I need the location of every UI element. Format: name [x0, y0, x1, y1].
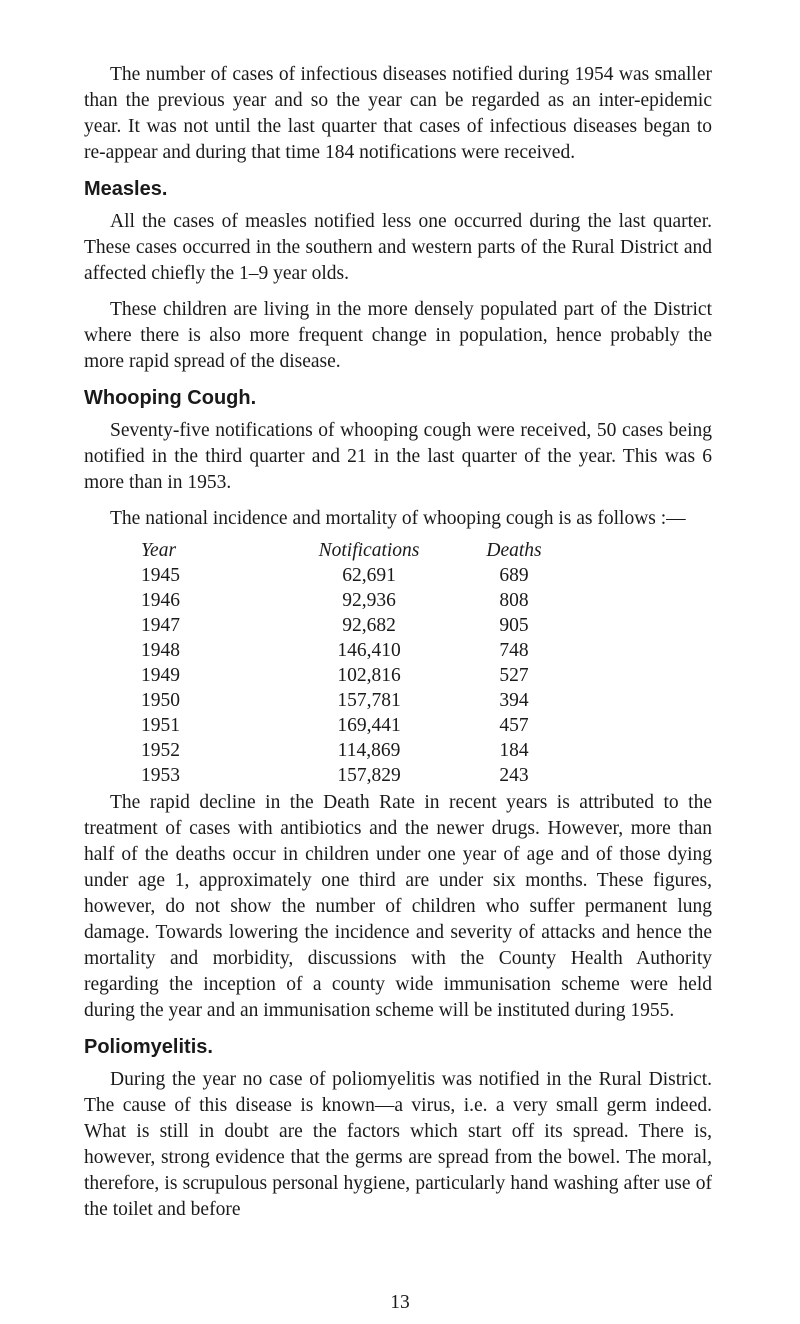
cell-deaths: 184: [499, 740, 529, 761]
cell-deaths: 457: [499, 715, 529, 736]
cell-notifications: 92,936: [342, 590, 396, 611]
cell-year: 1951: [141, 715, 180, 736]
whooping-paragraph-2: The national incidence and mortality of whooping cough is as follows :—: [110, 508, 686, 529]
cell-notifications: 169,441: [337, 715, 401, 736]
header-year: Year: [141, 540, 177, 561]
cell-deaths: 808: [499, 590, 529, 611]
cell-notifications: 157,829: [337, 765, 401, 786]
cell-year: 1949: [141, 665, 180, 686]
polio-paragraph-1: During the year no case of poliomyelitis was notified in the Rural District. The cause of this disease is known—a virus, i.e. a very small germ indeed. What is still in doubt are the factors which start off its spread. There is, however, strong evidence that the germs are spread from the bowel. The moral, therefore, is scrupulous personal hygiene, particularly hand washing after use of the toilet and before: [84, 1069, 712, 1220]
cell-deaths: 243: [499, 765, 529, 786]
cell-year: 1952: [141, 740, 180, 761]
table-header-row: [84, 538, 712, 563]
cell-year: 1946: [141, 590, 180, 611]
whooping-paragraph-3: The rapid decline in the Death Rate in recent years is attributed to the treatment of cases with antibiotics and the newer drugs. However, more than half of the deaths occur in children under one year of age and of those dying under age 1, approximately one third are under six months. These figures, however, do not show the number of children who suffer permanent lung damage. Towards lowering the incidence and severity of attacks and hence the mortality and morbidity, discussions with the County Health Authority regarding the inception of a county wide immunisation scheme were held during the year and an immunisation scheme will be instituted during 1955.: [84, 792, 712, 1021]
poliomyelitis-heading: Poliomyelitis.: [84, 1036, 213, 1058]
measles-paragraph-1: All the cases of measles notified less one occurred during the last quarter. These cases occurred in the southern and western parts of the Rural District and affected chiefly the 1–9 year olds.: [84, 211, 712, 284]
table-row: [84, 663, 712, 688]
table-row: [84, 763, 712, 788]
cell-deaths: 748: [499, 640, 529, 661]
cell-year: 1945: [141, 565, 180, 586]
whooping-paragraph-1: Seventy-five notifications of whooping cough were received, 50 cases being notified in the third quarter and 21 in the last quarter of the year. This was 6 more than in 1953.: [84, 420, 712, 493]
cell-notifications: 146,410: [337, 640, 401, 661]
cell-year: 1948: [141, 640, 180, 661]
table-row: [84, 688, 712, 713]
cell-deaths: 689: [499, 565, 529, 586]
cell-year: 1947: [141, 615, 180, 636]
cell-notifications: 92,682: [342, 615, 396, 636]
table-row: [84, 638, 712, 663]
cell-notifications: 102,816: [337, 665, 401, 686]
intro-paragraph: The number of cases of infectious diseases notified during 1954 was smaller than the previous year and so the year can be regarded as an inter-epidemic year. It was not until the last quarter that cases of infectious diseases began to re-appear and during that time 184 notifications were received.: [84, 64, 712, 163]
table-row: [84, 563, 712, 588]
cell-deaths: 394: [499, 690, 529, 711]
cell-deaths: 905: [499, 615, 529, 636]
table-row: [84, 588, 712, 613]
cell-notifications: 157,781: [337, 690, 401, 711]
cell-deaths: 527: [499, 665, 529, 686]
cell-year: 1950: [141, 690, 180, 711]
cell-notifications: 114,869: [337, 740, 401, 761]
whooping-cough-heading: Whooping Cough.: [84, 387, 257, 409]
whooping-cough-table: [84, 538, 712, 788]
page-number: 13: [390, 1292, 410, 1313]
table-row: [84, 738, 712, 763]
table-row: [84, 613, 712, 638]
page-content: [84, 62, 712, 1223]
header-notifications: Notifications: [318, 540, 420, 561]
cell-year: 1953: [141, 765, 180, 786]
measles-paragraph-2: These children are living in the more densely populated part of the District where there is also more frequent change in population, hence probably the more rapid spread of the disease.: [84, 299, 712, 372]
cell-notifications: 62,691: [342, 565, 396, 586]
table-row: [84, 713, 712, 738]
header-deaths: Deaths: [486, 540, 542, 561]
measles-heading: Measles.: [84, 178, 168, 200]
